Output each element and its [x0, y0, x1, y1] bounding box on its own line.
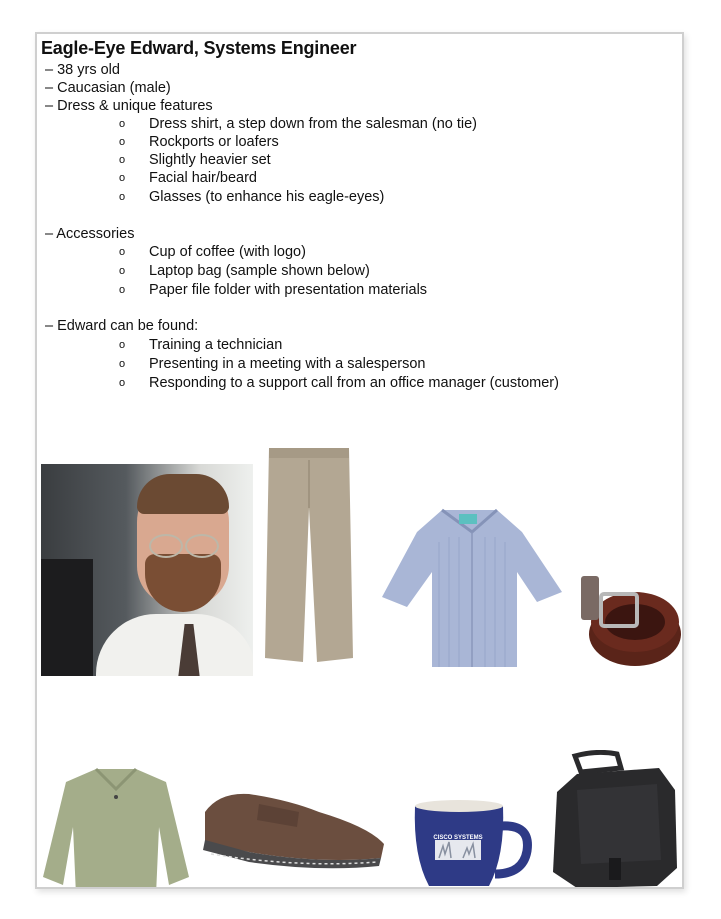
sweater-image — [41, 767, 191, 889]
portrait-photo — [41, 464, 253, 676]
attribute-ethnicity: – Caucasian (male) — [45, 80, 171, 96]
list-item: o Rockports or loafers — [119, 134, 279, 150]
bullet-icon: o — [119, 172, 126, 184]
hair-shape — [137, 474, 229, 514]
list-item: o Paper file folder with presentation materials — [119, 282, 428, 298]
list-item: o Dress shirt, a step down from the salesman (no tie) — [119, 116, 477, 132]
list-item: o Slightly heavier set — [119, 152, 271, 168]
pants-image — [263, 448, 355, 666]
list-item: o Glasses (to enhance his eagle-eyes) — [119, 189, 385, 205]
bullet-icon: o — [119, 191, 126, 203]
dress-shirt-image — [377, 502, 567, 672]
glasses-icon — [145, 534, 223, 556]
bullet-icon: o — [119, 265, 126, 277]
bullet-icon: o — [119, 339, 126, 351]
bullet-icon: o — [119, 154, 126, 166]
list-item: o Presenting in a meeting with a salesperson — [119, 356, 426, 372]
monitor-shape — [41, 559, 93, 676]
section-accessories-heading: – Accessories — [45, 226, 135, 242]
section-dress-heading: – Dress & unique features — [45, 98, 213, 114]
beard-shape — [145, 554, 221, 612]
list-item: o Responding to a support call from an office manager (customer) — [119, 375, 559, 391]
loafer-shoe-image — [199, 772, 389, 872]
list-item: o Facial hair/beard — [119, 170, 257, 186]
bullet-icon: o — [119, 246, 126, 258]
section-locations-heading: – Edward can be found: — [45, 318, 199, 334]
bullet-icon: o — [119, 136, 126, 148]
list-item: o Cup of coffee (with logo) — [119, 244, 306, 260]
bullet-icon: o — [119, 284, 126, 296]
coffee-mug-image — [409, 796, 535, 889]
bullet-icon: o — [119, 358, 126, 370]
list-item: o Laptop bag (sample shown below) — [119, 263, 370, 279]
svg-text:CISCO SYSTEMS: CISCO SYSTEMS — [433, 835, 483, 841]
document-page — [35, 32, 684, 889]
attribute-age: – 38 yrs old — [45, 62, 120, 78]
list-item: o Training a technician — [119, 337, 283, 353]
belt-image — [579, 572, 683, 670]
page-title: Eagle-Eye Edward, Systems Engineer — [41, 38, 357, 58]
bullet-icon: o — [119, 118, 126, 130]
laptop-bag-image — [547, 750, 682, 889]
shirt-shape — [96, 614, 253, 676]
bullet-icon: o — [119, 377, 126, 389]
